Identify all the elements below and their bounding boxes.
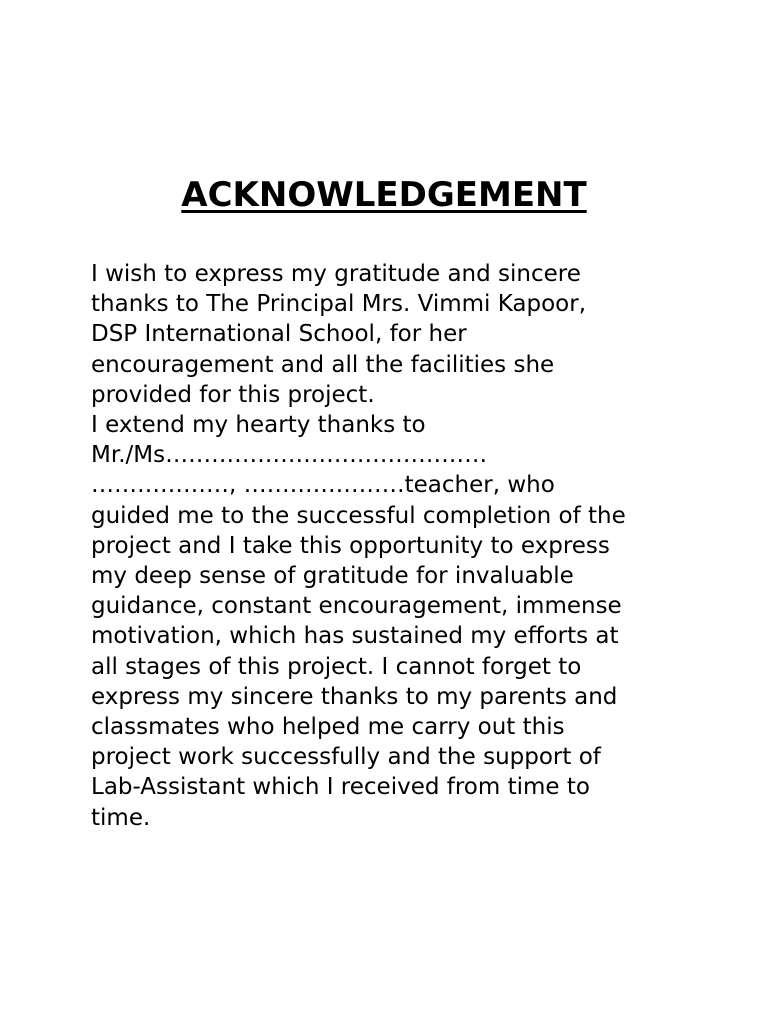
paragraph-line: guided me to the successful completion of the xyxy=(91,502,626,529)
paragraph-line: Mr./Ms…………………………………… xyxy=(91,442,488,469)
paragraph-line: thanks to The Principal Mrs. Vimmi Kapoor, xyxy=(91,291,587,318)
page-title-text: ACKNOWLEDGEMENT xyxy=(181,175,587,215)
paragraph-line: ………………, …………………teacher, who xyxy=(91,472,555,499)
paragraph-line: express my sincere thanks to my parents and xyxy=(91,683,618,710)
paragraph-line: Lab-Assistant which I received from time to xyxy=(91,774,590,801)
paragraph-line: my deep sense of gratitude for invaluable xyxy=(91,563,574,590)
paragraph-line: encouragement and all the facilities she xyxy=(91,351,555,378)
paragraph-line: time. xyxy=(91,804,151,831)
paragraph-line: guidance, constant encouragement, immense xyxy=(91,593,622,620)
paragraph-line: I wish to express my gratitude and sincere xyxy=(91,261,581,287)
page-title xyxy=(0,174,768,216)
paragraph-line: I extend my hearty thanks to xyxy=(91,412,426,439)
paragraph-line: motivation, which has sustained my efforts at xyxy=(91,623,619,650)
paragraph-line: DSP International School, for her xyxy=(91,321,467,348)
paragraph-line: project work successfully and the support of xyxy=(91,744,601,771)
acknowledgement-paragraph xyxy=(91,259,691,833)
paragraph-line: provided for this project. xyxy=(91,381,375,408)
paragraph-line: classmates who helped me carry out this xyxy=(91,714,565,741)
paragraph-line: all stages of this project. I cannot forget to xyxy=(91,653,582,680)
paragraph-line: project and I take this opportunity to express xyxy=(91,532,610,559)
